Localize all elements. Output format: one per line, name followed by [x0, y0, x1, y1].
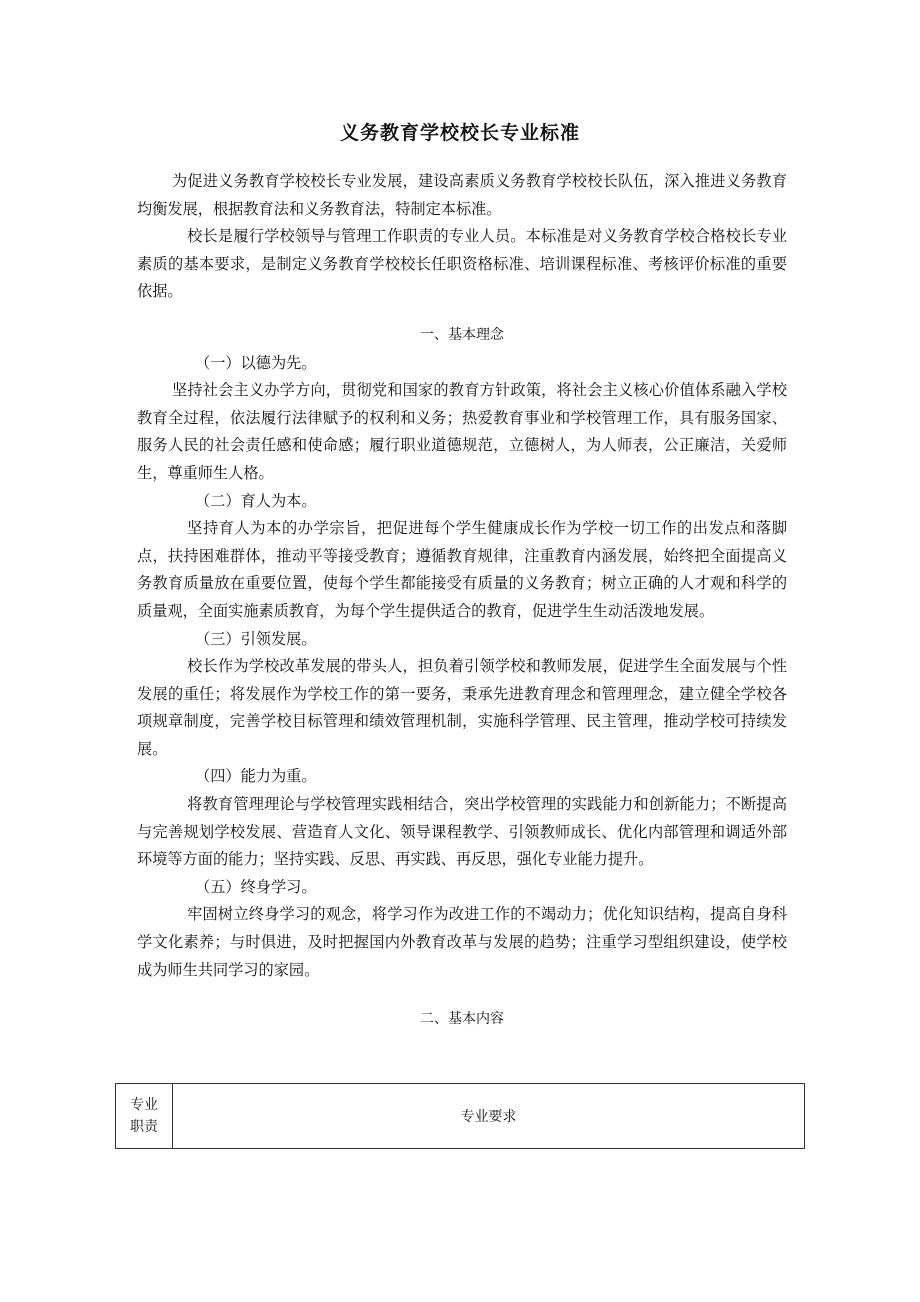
item-2-text: 坚持育人为本的办学宗旨，把促进每个学生健康成长作为学校一切工作的出发点和落脚点，扶持困难群体，推动平等接受教育；遵循教育规律，注重教育内涵发展，始终把全面提高义务教育质量放在重要位置，使每个学生都能接受有质量的义务教育；树立正确的人才观和科学的质量观，全面实施素质教育，为每个学生提供适合的教育，促进学生生动活泼地发展。: [137, 519, 787, 620]
table-header-duty-line1: 专业: [130, 1097, 158, 1113]
section-1-heading: 一、基本理念: [420, 326, 504, 343]
document-title: 义务教育学校校长专业标准: [339, 122, 580, 144]
table-header-row: [116, 1084, 805, 1149]
table-header-duty: [116, 1084, 173, 1149]
requirements-table: [115, 1083, 805, 1149]
spacer: [137, 306, 787, 322]
intro-paragraph-2: 校长是履行学校领导与管理工作职责的专业人员。本标准是对义务教育学校合格校长专业素质的基本要求，是制定义务教育学校校长任职资格标准、培训课程标准、考核评价标准的重要依据。: [137, 227, 787, 301]
item-1-text: 坚持社会主义办学方向，贯彻党和国家的教育方针政策，将社会主义核心价值体系融入学校教育全过程，依法履行法律赋予的权利和义务；热爱教育事业和学校管理工作，具有服务国家、服务人民的社会责任感和使命感；履行职业道德规范，立德树人，为人师表，公正廉洁，关爱师生，尊重师生人格。: [137, 381, 787, 482]
item-5-text: 牢固树立终身学习的观念，将学习作为改进工作的不竭动力；优化知识结构，提高自身科学文化素养；与时俱进，及时把握国内外教育改革与发展的趋势；注重学习型组织建设，使学校成为师生共同学习的家园。: [137, 905, 787, 979]
table-header-requirements: 专业要求: [173, 1084, 805, 1149]
item-3-title: （三）引领发展。: [195, 629, 317, 648]
intro-paragraph-1: 为促进义务教育学校校长专业发展，建设高素质义务教育学校校长队伍，深入推进义务教育均衡发展，根据教育法和义务教育法，特制定本标准。: [137, 172, 787, 218]
item-3-text: 校长作为学校改革发展的带头人，担负着引领学校和教师发展，促进学生全面发展与个性发展的重任；将发展作为学校工作的第一要务，秉承先进教育理念和管理理念，建立健全学校各项规章制度，完善学校目标管理和绩效管理机制，实施科学管理、民主管理，推动学校可持续发展。: [137, 657, 787, 758]
item-1-title: （一）以德为先。: [195, 353, 317, 372]
document-body: [137, 168, 787, 1034]
table-header-duty-line2: 职责: [130, 1119, 158, 1135]
item-4-text: 将教育管理理论与学校管理实践相结合，突出学校管理的实践能力和创新能力；不断提高与完善规划学校发展、营造育人文化、领导课程教学、引领教师成长、优化内部管理和调适外部环境等方面的能力；坚持实践、反思、再实践、再反思，强化专业能力提升。: [137, 795, 787, 869]
spacer: [137, 984, 787, 1006]
section-2-heading: 二、基本内容: [420, 1011, 504, 1028]
item-2-title: （二）育人为本。: [195, 491, 317, 510]
item-5-title: （五）终身学习。: [195, 877, 317, 896]
item-4-title: （四）能力为重。: [195, 767, 317, 786]
